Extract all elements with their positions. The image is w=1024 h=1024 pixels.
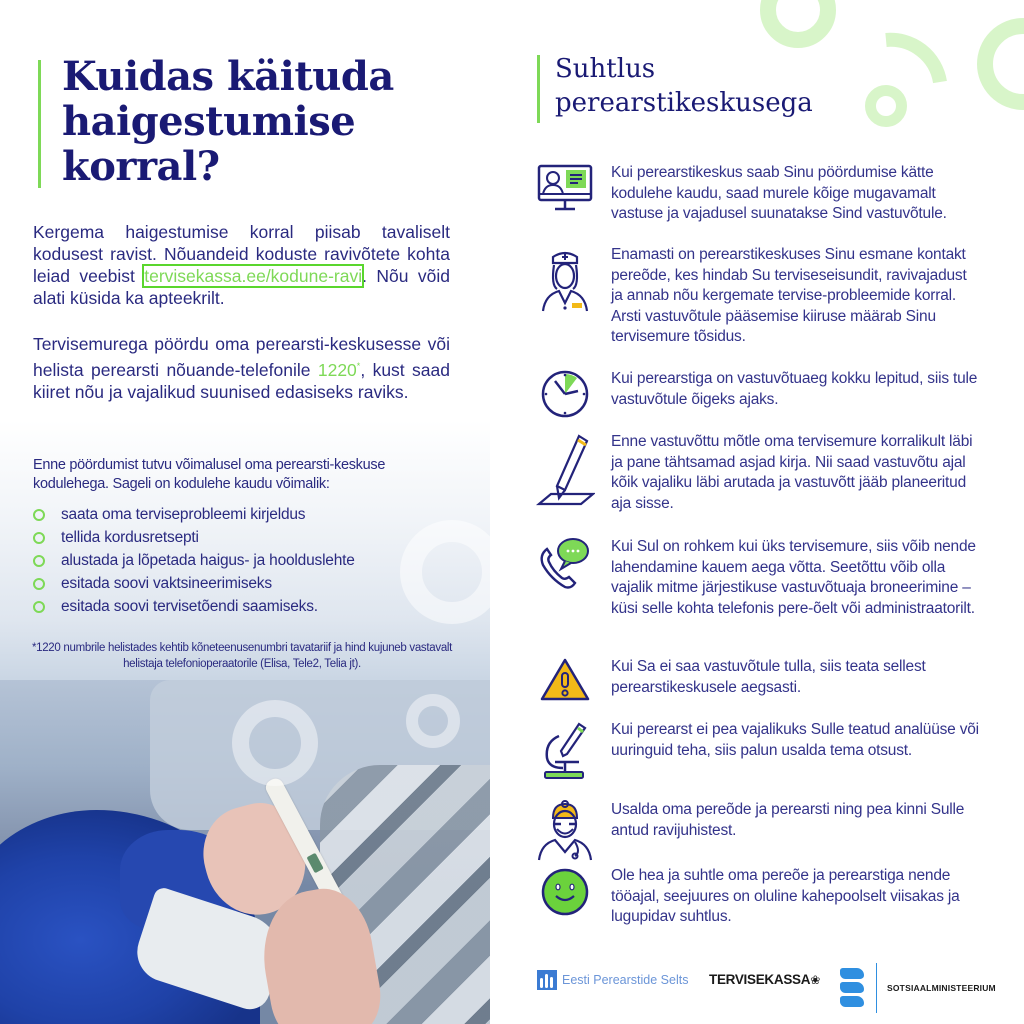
tip-item: Kui Sa ei saa vastuvõtule tulla, siis teata sellest perearstikeskusele aegsasti.	[533, 657, 993, 703]
pencil-icon	[533, 432, 597, 514]
tip-item: Kui perearstiga on vastuvõtuaeg kokku lepitud, siis tule vastuvõtule õigeks ajaks.	[533, 369, 993, 419]
list-item: esitada soovi tervisetõendi saamiseks.	[33, 595, 355, 618]
tip-item: Ole hea ja suhtle oma pereõe ja perearstiga nende tööajal, seejuures on oluline kahepoolselt viisakas ja lugupidav suhtlus.	[533, 866, 993, 928]
decorative-ring	[865, 85, 907, 127]
smiley-icon	[533, 866, 597, 928]
thermometer-photo	[0, 680, 490, 1024]
flower-icon: ❀	[810, 973, 820, 987]
section-title: Suhtlus perearstikeskusega	[555, 54, 813, 118]
list-item: tellida kordusretsepti	[33, 526, 355, 549]
website-intro: Enne pöördumist tutvu võimalusel oma perearsti-keskuse kodulehega. Sageli on kodulehe kaudu võimalik:	[33, 457, 386, 492]
list-item: alustada ja lõpetada haigus- ja hoolduslehte	[33, 549, 355, 572]
tip-item: Kui perearst ei pea vajalikuks Sulle teatud analüüse või uuringuid teha, siis palun usalda tema otsust.	[533, 720, 993, 782]
sotsiaalministeerium-logo: SOTSIAALMINISTEERIUM	[840, 963, 996, 1013]
bullet-circle-icon	[33, 532, 45, 544]
hotline-paragraph: Tervisemurega pöördu oma perearsti-keskusesse või helista perearsti nõuande-telefonile 1220*, kust saad kiiret nõu ja vajalikud suunised edasiseks raviks.	[33, 334, 450, 402]
bullet-circle-icon	[33, 509, 45, 521]
coat-of-arms-icon	[840, 968, 864, 1008]
family-icon	[537, 970, 557, 990]
title-accent-bar	[38, 60, 41, 188]
tip-item: Enamasti on perearstikeskuses Sinu esmane kontakt pereõde, kes hindab Su terviseseisundit, ravivajadust ja annab nõu kergemate tervise-probleemide korral. Arsti vastuvõtule pääsemise kiiruse määrab Sinu tervisemure tõsidus.	[533, 245, 993, 348]
logo-divider	[876, 963, 877, 1013]
nurse-icon	[533, 245, 597, 348]
tip-item: Kui perearstikeskus saab Sinu pöördumise kätte kodulehe kaudu, saad murele kõige mugavamalt vastuse ja vajadusel suunatakse Sind vastuvõtule.	[533, 163, 993, 225]
decorative-ring	[977, 18, 1024, 110]
doctor-icon	[533, 800, 597, 862]
bullet-circle-icon	[33, 601, 45, 613]
footnote: *1220 numbrile helistades kehtib kõneteenusenumbri tavatariif ja hind kujuneb vastavalt helistaja telefonioperaatorile (Elisa, Tele2, Telia jt).	[31, 642, 453, 670]
decorative-ring	[232, 700, 318, 786]
left-panel	[0, 0, 490, 1024]
right-title-accent-bar	[537, 55, 540, 123]
tip-item: Enne vastuvõttu mõtle oma tervisemure korralikult läbi ja pane tähtsamad asjad kirja. Nii saad vastuvõtu ajal kõik vajaliku läbi arutada ja vastuvõtt jääb planeeritud aja sisse.	[533, 432, 993, 514]
decorative-ring	[406, 694, 460, 748]
tervisekassa-logo: TERVISEKASSA❀	[709, 972, 820, 987]
bullet-circle-icon	[33, 555, 45, 567]
hotline-number: 1220*	[317, 359, 361, 380]
decorative-ring	[760, 0, 836, 48]
tip-item: Usalda oma pereõde ja perearsti ning pea kinni Sulle antud ravijuhistest.	[533, 800, 993, 862]
phone-chat-icon	[533, 537, 597, 619]
eesti-perearstide-selts-logo: Eesti Perearstide Selts	[537, 970, 688, 990]
decorative-arc	[880, 30, 950, 90]
warning-icon	[533, 657, 597, 703]
partner-logos	[537, 955, 996, 1010]
website-options-list	[33, 503, 355, 618]
clock-icon	[533, 369, 597, 419]
home-care-paragraph: Kergema haigestumise korral piisab tavaliselt kodusest ravist. Nõuandeid koduste ravivõtete kohta leiad veebist tervisekassa.ee/kodune-ravi. Nõu võid alati küsida ka apteekrilt.	[33, 222, 450, 308]
computer-doctor-icon	[533, 163, 597, 225]
list-item: saata oma terviseprobleemi kirjeldus	[33, 503, 355, 526]
microscope-icon	[533, 720, 597, 782]
bullet-circle-icon	[33, 578, 45, 590]
decorative-ring	[400, 520, 490, 624]
home-care-link[interactable]: tervisekassa.ee/kodune-ravi	[144, 266, 363, 286]
tip-item: Kui Sul on rohkem kui üks tervisemure, siis võib nende lahendamine kauem aega võtta. Seetõttu võib olla vajalik mitme järjestikuse vastuvõtuaja broneerimine – küsi selle kohta telefonis pere-õelt või administraatorilt.	[533, 537, 993, 619]
list-item: esitada soovi vaktsineerimiseks	[33, 572, 355, 595]
page-title: Kuidas käituda haigestumise korral?	[62, 53, 394, 190]
